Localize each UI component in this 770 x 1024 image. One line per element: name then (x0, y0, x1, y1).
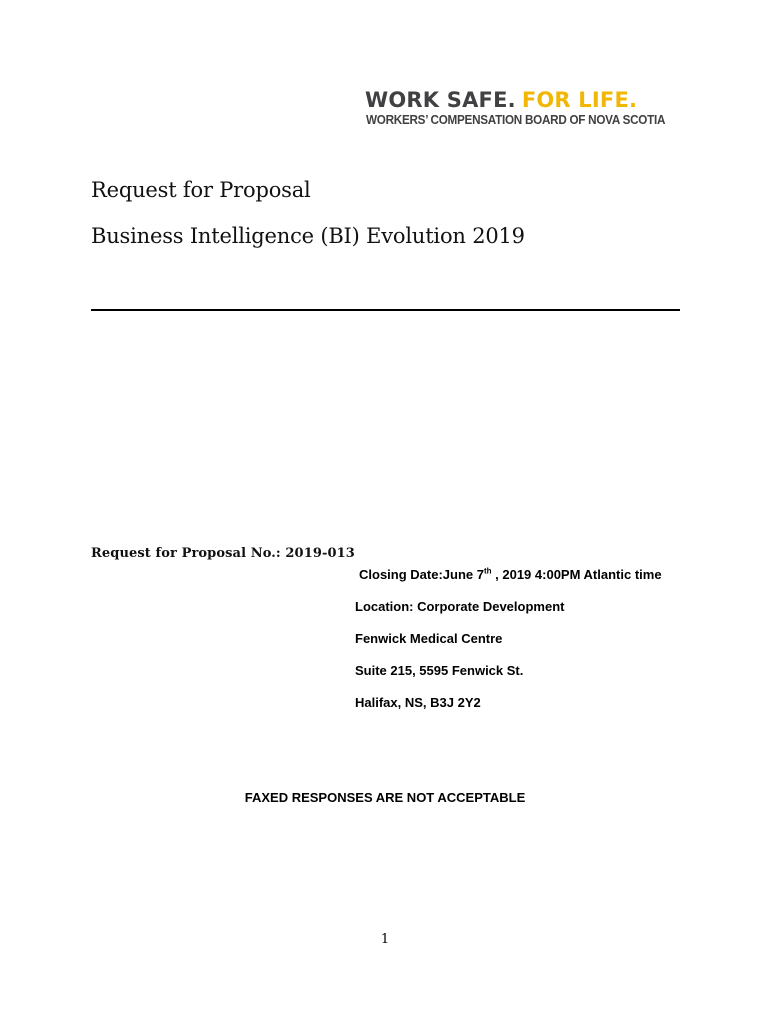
wcb-logo (365, 88, 685, 130)
logo-tagline (365, 88, 637, 112)
location-line: Location: Corporate Development (355, 599, 565, 614)
closing-date-ordinal: th (483, 566, 492, 576)
logo-tagline-for-life: FOR LIFE. (521, 88, 638, 112)
address-centre: Fenwick Medical Centre (355, 631, 503, 646)
closing-date-suffix: , 2019 4:00PM Atlantic time (491, 567, 662, 582)
logo-organization: WORKERS’ COMPENSATION BOARD OF NOVA SCOTIA (366, 112, 666, 127)
closing-date-prefix: Closing Date:June 7 (359, 567, 484, 582)
address-city: Halifax, NS, B3J 2Y2 (355, 695, 481, 710)
address-street: Suite 215, 5595 Fenwick St. (355, 663, 524, 678)
page-number: 1 (380, 932, 390, 947)
document-subtitle: Business Intelligence (BI) Evolution 2019 (91, 224, 525, 248)
logo-tagline-work-safe: WORK SAFE. (365, 88, 516, 112)
document-title: Request for Proposal (91, 178, 311, 202)
closing-date (359, 567, 662, 582)
rfp-number: Request for Proposal No.: 2019-013 (91, 546, 355, 561)
title-divider (91, 309, 680, 311)
fax-notice: FAXED RESPONSES ARE NOT ACCEPTABLE (244, 790, 526, 805)
